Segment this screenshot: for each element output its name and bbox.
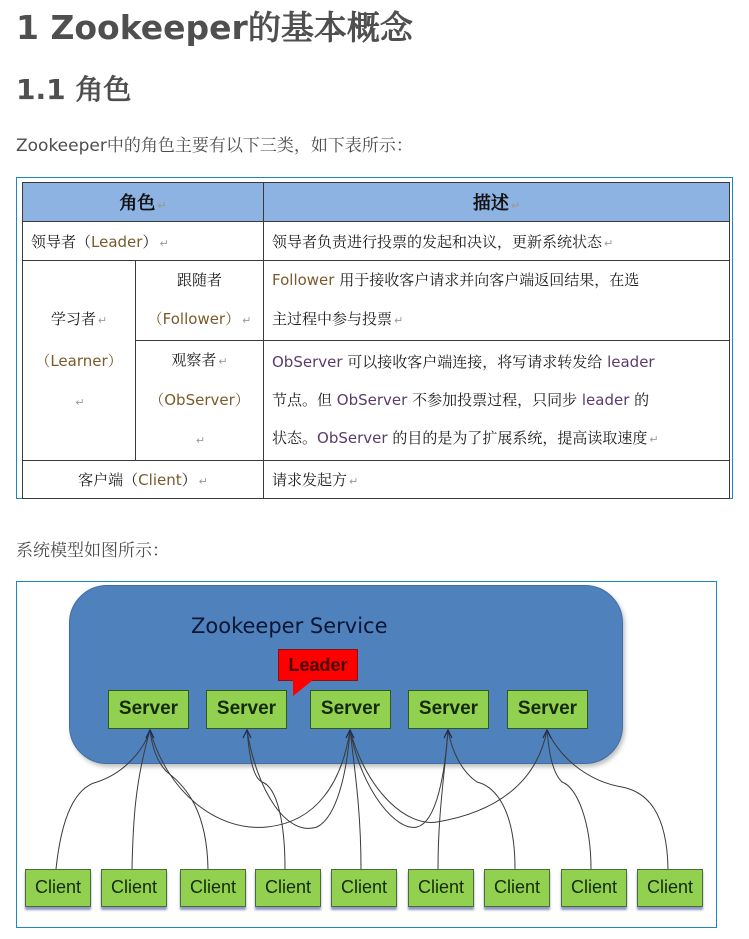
client-node: Client xyxy=(25,869,91,907)
page-title: 1 Zookeeper的基本概念 xyxy=(16,8,413,47)
desc-observer: ObServer 可以接收客户端连接，将写请求转发给 leader 节点。但 ObServer 不参加投票过程，只同步 leader 的 状态。ObServer 的目的是为了扩展系统，提高读取速度 ↵ xyxy=(264,341,730,461)
client-node: Client xyxy=(331,869,397,907)
system-model-diagram xyxy=(16,581,717,928)
header-description: 描述 ↵ xyxy=(264,183,730,222)
server-node: Server xyxy=(507,690,588,729)
role-learner-group: 学习者 ↵ （Learner）↵ xyxy=(23,261,136,461)
leader-callout: Leader xyxy=(278,649,358,681)
client-node: Client xyxy=(255,869,321,907)
model-paragraph: 系统模型如图所示： xyxy=(16,541,169,561)
header-role: 角色 ↵ xyxy=(23,183,264,222)
desc-client: 请求发起方 ↵ xyxy=(264,461,730,499)
desc-leader: 领导者负责进行投票的发起和决议，更新系统状态 ↵ xyxy=(264,222,730,261)
table-header-row xyxy=(23,183,730,222)
client-node: Client xyxy=(180,869,246,907)
role-client: 客户端（Client） ↵ xyxy=(23,461,264,499)
role-follower: 跟随者 （Follower） ↵ xyxy=(136,261,264,341)
server-node: Server xyxy=(108,690,189,729)
server-node: Server xyxy=(206,690,287,729)
client-node: Client xyxy=(408,869,474,907)
server-node-leader: Server xyxy=(310,690,391,729)
client-node: Client xyxy=(561,869,627,907)
table-row-client xyxy=(23,461,730,499)
role-observer: 观察者 ↵ （ObServer）↵ xyxy=(136,341,264,461)
service-title: Zookeeper Service xyxy=(191,614,388,638)
server-node: Server xyxy=(408,690,489,729)
table-row-follower xyxy=(23,261,730,341)
desc-follower: Follower 用于接收客户请求并向客户端返回结果，在选 主过程中参与投票 ↵ xyxy=(264,261,730,341)
client-node: Client xyxy=(637,869,703,907)
client-node: Client xyxy=(101,869,167,907)
client-node: Client xyxy=(484,869,550,907)
roles-table xyxy=(22,182,730,499)
intro-paragraph: Zookeeper中的角色主要有以下三类，如下表所示： xyxy=(16,136,413,156)
table-row-leader xyxy=(23,222,730,261)
section-title-roles: 1.1 角色 xyxy=(16,73,132,106)
role-leader: 领导者（Leader） ↵ xyxy=(23,222,264,261)
